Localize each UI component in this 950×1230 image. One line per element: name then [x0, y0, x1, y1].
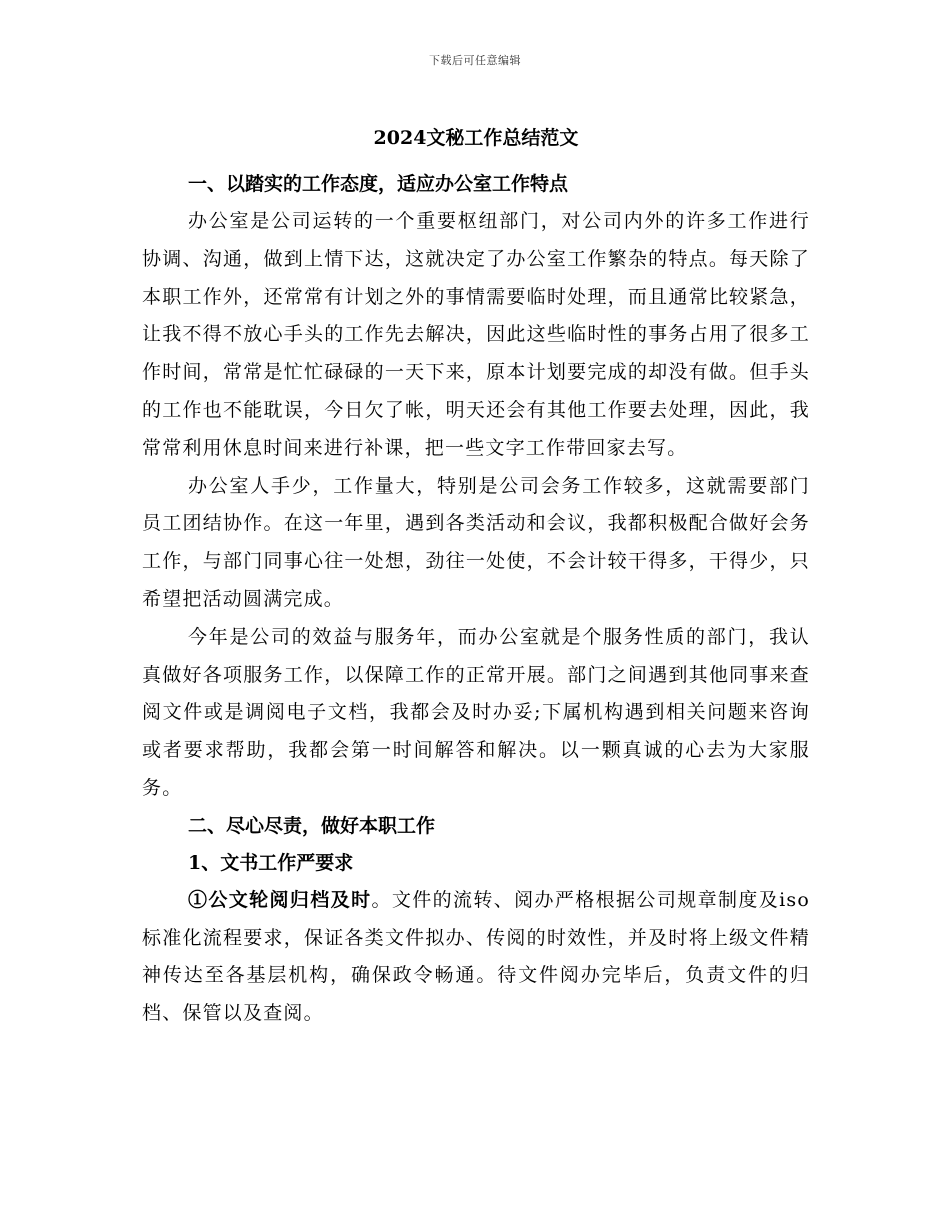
section-heading-1: 一、以踏实的工作态度，适应办公室工作特点	[188, 173, 569, 195]
subsection-heading-1: 1、文书工作严要求	[188, 851, 354, 874]
paragraph-1: 办公室是公司运转的一个重要枢纽部门，对公司内外的许多工作进行协调、沟通，做到上情下达，这就决定了办公室工作繁杂的特点。每天除了本职工作外，还常常有计划之外的事情需要临时处理，而且通常比较紧急，让我不得不放心手头的工作先去解决，因此这些临时性的事务占用了很多工作时间，常常是忙忙碌碌的一天下来，原本计划要完成的却没有做。但手头的工作也不能耽误，今日欠了帐，明天还会有其他工作要去处理，因此，我常常利用休息时间来进行补课，把一些文字工作带回家去写。	[142, 210, 810, 459]
item-lead: ①公文轮阅归档及时	[188, 888, 372, 911]
item-text: 。文件的流转、阅办严格根据公司规章制度及iso标准化流程要求，保证各类文件拟办、传阅的时效性，并及时将上级文件精神传达至各基层机构，确保政令畅通。待文件阅办完毕后，负责文件的归档、保管以及查阅。	[142, 888, 810, 1025]
document-body	[142, 116, 810, 1033]
header-note: 下载后可任意编辑	[429, 54, 521, 67]
paragraph-3: 今年是公司的效益与服务年，而办公室就是个服务性质的部门，我认真做好各项服务工作，以保障工作的正常开展。部门之间遇到其他同事来查阅文件或是调阅电子文档，我都会及时办妥;下属机构遇到相关问题来咨询或者要求帮助，我都会第一时间解答和解决。以一颗真诚的心去为大家服务。	[142, 625, 810, 799]
paragraph-2: 办公室人手少，工作量大，特别是公司会务工作较多，这就需要部门员工团结协作。在这一年里，遇到各类活动和会议，我都积极配合做好会务工作，与部门同事心往一处想，劲往一处使，不会计较干得多，干得少，只希望把活动圆满完成。	[142, 474, 810, 610]
document-title: 2024文秘工作总结范文	[373, 127, 579, 149]
paragraph-4	[142, 882, 810, 1033]
section-heading-2: 二、尽心尽责，做好本职工作	[188, 814, 436, 837]
